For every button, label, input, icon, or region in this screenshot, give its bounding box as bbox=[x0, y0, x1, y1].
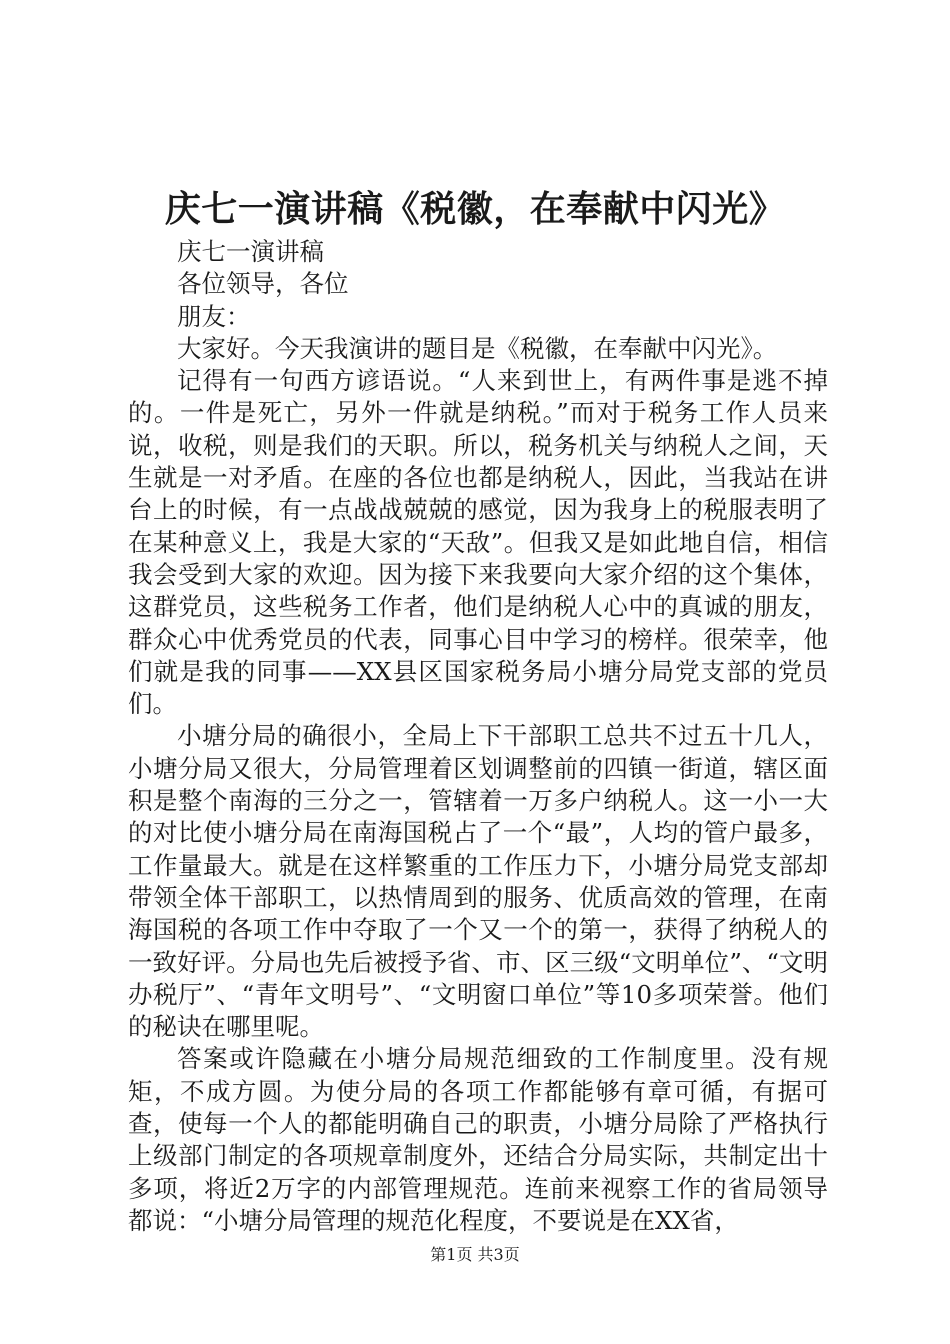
document-body bbox=[128, 236, 828, 1237]
paragraph-rules: 答案或许隐藏在小塘分局规范细致的工作制度里。没有规矩，不成方圆。为使分局的各项工作都能够有章可循，有据可查，使每一个人的都能明确自己的职责，小塘分局除了严格执行上级部门制定的各项规章制度外，还结合分局实际，共制定出十多项，将近2万字的内部管理规范。连前来视察工作的省局领导都说：“小塘分局管理的规范化程度，不要说是在XX省， bbox=[128, 1044, 828, 1235]
page-footer: 第1页 共3页 bbox=[430, 1245, 520, 1264]
paragraph-branch-size: 小塘分局的确很小，全局上下干部职工总共不过五十几人，小塘分局又很大，分局管理着区划调整前的四镇一街道，辖区面积是整个南海的三分之一，管辖着一万多户纳税人。这一小一大的对比使小塘分局在南海国税占了一个“最”，人均的管户最多，工作量最大。就是在这样繁重的工作压力下，小塘分局党支部却带领全体干部职工，以热情周到的服务、优质高效的管理，在南海国税的各项工作中夺取了一个又一个的第一，获得了纳税人的一致好评。分局也先后被授予省、市、区三级“文明单位”、“文明办税厅”、“青年文明号”、“文明窗口单位”等10多项荣誉。他们的秘诀在哪里呢。 bbox=[128, 721, 828, 1042]
document-title: 庆七一演讲稿《税徽，在奉献中闪光》 bbox=[164, 189, 786, 230]
paragraph-proverb: 记得有一句西方谚语说。“人来到世上，有两件事是逃不掉的。一件是死亡，另外一件就是纳税。”而对于税务工作人员来说，收税，则是我们的天职。所以，税务机关与纳税人之间，天生就是一对矛盾。在座的各位也都是纳税人，因此，当我站在讲台上的时候，有一点战战兢兢的感觉，因为我身上的税服表明了在某种意义上，我是大家的“天敌”。但我又是如此地自信，相信我会受到大家的欢迎。因为接下来我要向大家介绍的这个集体，这群党员，这些税务工作者，他们是纳税人心中的真诚的朋友，群众心中优秀党员的代表，同事心目中学习的榜样。很荣幸，他们就是我的同事——XX县区国家税务局小塘分局党支部的党员们。 bbox=[128, 366, 828, 719]
paragraph-salutation: 各位领导，各位 bbox=[177, 269, 349, 299]
paragraph-speech-label: 庆七一演讲稿 bbox=[177, 237, 324, 266]
paragraph-salutation-cont: 朋友： bbox=[177, 301, 251, 331]
paragraph-greeting: 大家好。今天我演讲的题目是《税徽，在奉献中闪光》。 bbox=[177, 333, 778, 363]
